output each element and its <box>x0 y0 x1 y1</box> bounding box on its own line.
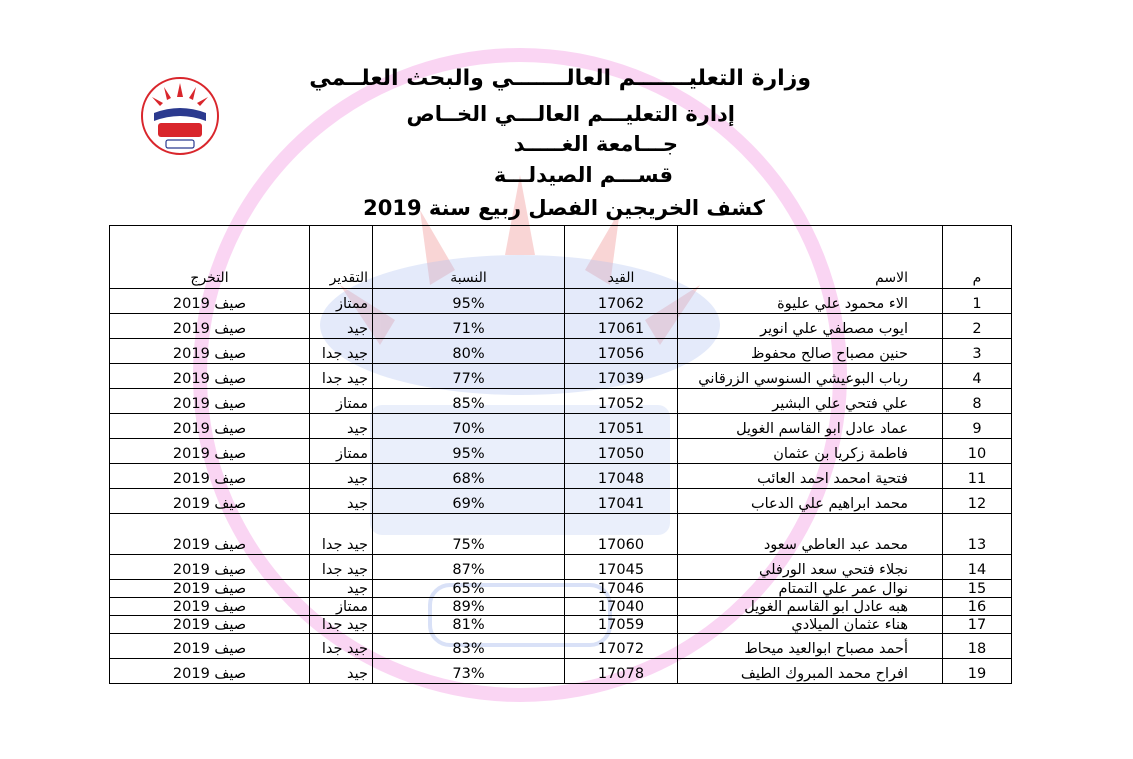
table-row <box>110 364 1012 389</box>
table-row <box>110 598 1012 616</box>
cell-name: هناء عثمان الميلادي <box>678 616 943 634</box>
cell-graduation: صيف 2019 <box>110 514 310 555</box>
cell-percent: 69% <box>373 489 565 514</box>
cell-graduation: صيف 2019 <box>110 489 310 514</box>
graduates-table <box>109 225 1012 684</box>
cell-grade: ممتاز <box>310 598 373 616</box>
cell-id: 17056 <box>565 339 678 364</box>
cell-id: 17051 <box>565 414 678 439</box>
cell-id: 17062 <box>565 289 678 314</box>
cell-grade: جيد جدا <box>310 339 373 364</box>
cell-graduation: صيف 2019 <box>110 414 310 439</box>
cell-grade: ممتاز <box>310 439 373 464</box>
cell-name: محمد ابراهيم علي الدعاب <box>678 489 943 514</box>
cell-name: افراح محمد المبروك الطيف <box>678 659 943 684</box>
cell-graduation: صيف 2019 <box>110 555 310 580</box>
cell-graduation: صيف 2019 <box>110 598 310 616</box>
cell-graduation: صيف 2019 <box>110 339 310 364</box>
cell-grade: جيد <box>310 314 373 339</box>
cell-num: 9 <box>943 414 1012 439</box>
university-logo <box>136 75 224 157</box>
cell-num: 11 <box>943 464 1012 489</box>
ministry-title: وزارة التعليـــــــم العالـــــــي والبحث العلــمي <box>309 66 811 91</box>
cell-name: أحمد مصباح ابوالعيد ميحاط <box>678 634 943 659</box>
cell-percent: 65% <box>373 580 565 598</box>
cell-percent: 95% <box>373 439 565 464</box>
table-row <box>110 389 1012 414</box>
cell-num: 17 <box>943 616 1012 634</box>
cell-num: 15 <box>943 580 1012 598</box>
cell-grade: ممتاز <box>310 389 373 414</box>
cell-id: 17050 <box>565 439 678 464</box>
cell-name: نجلاء فتحي سعد الورفلي <box>678 555 943 580</box>
cell-grade: ممتاز <box>310 289 373 314</box>
cell-name: رباب البوعيشي السنوسي الزرقاني <box>678 364 943 389</box>
cell-percent: 83% <box>373 634 565 659</box>
cell-graduation: صيف 2019 <box>110 464 310 489</box>
cell-grade: جيد جدا <box>310 616 373 634</box>
table-row <box>110 489 1012 514</box>
table-row <box>110 634 1012 659</box>
cell-grade: جيد جدا <box>310 364 373 389</box>
table-row <box>110 289 1012 314</box>
cell-graduation: صيف 2019 <box>110 364 310 389</box>
cell-grade: جيد <box>310 464 373 489</box>
cell-percent: 73% <box>373 659 565 684</box>
cell-graduation: صيف 2019 <box>110 439 310 464</box>
table-row <box>110 580 1012 598</box>
header-percent: النسبة <box>373 226 565 289</box>
cell-num: 3 <box>943 339 1012 364</box>
cell-percent: 71% <box>373 314 565 339</box>
cell-percent: 75% <box>373 514 565 555</box>
cell-id: 17072 <box>565 634 678 659</box>
table-row <box>110 616 1012 634</box>
cell-name: فتحية امحمد احمد العائب <box>678 464 943 489</box>
cell-percent: 81% <box>373 616 565 634</box>
cell-id: 17048 <box>565 464 678 489</box>
cell-id: 17045 <box>565 555 678 580</box>
cell-id: 17059 <box>565 616 678 634</box>
header-name: الاسم <box>678 226 943 289</box>
university-name: جـــامعة الغـــــد <box>513 132 678 156</box>
table-header-row <box>110 226 1012 289</box>
cell-name: هبه عادل ابو القاسم الغويل <box>678 598 943 616</box>
cell-grade: جيد <box>310 489 373 514</box>
cell-graduation: صيف 2019 <box>110 389 310 414</box>
cell-num: 14 <box>943 555 1012 580</box>
cell-name: محمد عبد العاطي سعود <box>678 514 943 555</box>
cell-graduation: صيف 2019 <box>110 616 310 634</box>
table-row <box>110 555 1012 580</box>
cell-grade: جيد <box>310 580 373 598</box>
cell-id: 17060 <box>565 514 678 555</box>
table-row <box>110 414 1012 439</box>
cell-id: 17041 <box>565 489 678 514</box>
cell-num: 19 <box>943 659 1012 684</box>
cell-name: حنين مصباح صالح محفوظ <box>678 339 943 364</box>
table-row <box>110 659 1012 684</box>
cell-grade: جيد جدا <box>310 514 373 555</box>
cell-name: فاطمة زكريا بن عثمان <box>678 439 943 464</box>
cell-percent: 89% <box>373 598 565 616</box>
document-title: كشف الخريجين الفصل ربيع سنة 2019 <box>363 196 765 220</box>
cell-name: الاء محمود علي عليوة <box>678 289 943 314</box>
cell-num: 16 <box>943 598 1012 616</box>
cell-graduation: صيف 2019 <box>110 580 310 598</box>
cell-id: 17078 <box>565 659 678 684</box>
cell-percent: 85% <box>373 389 565 414</box>
cell-num: 12 <box>943 489 1012 514</box>
header-graduation: التخرج <box>110 226 310 289</box>
cell-grade: جيد <box>310 414 373 439</box>
table-row <box>110 439 1012 464</box>
cell-percent: 77% <box>373 364 565 389</box>
cell-graduation: صيف 2019 <box>110 289 310 314</box>
cell-id: 17046 <box>565 580 678 598</box>
cell-num: 10 <box>943 439 1012 464</box>
cell-id: 17052 <box>565 389 678 414</box>
table-row <box>110 464 1012 489</box>
header-id: القيد <box>565 226 678 289</box>
department-title: إدارة التعليـــم العالـــي الخــاص <box>406 102 735 126</box>
cell-percent: 68% <box>373 464 565 489</box>
cell-id: 17039 <box>565 364 678 389</box>
cell-graduation: صيف 2019 <box>110 659 310 684</box>
cell-percent: 70% <box>373 414 565 439</box>
header-grade: التقدير <box>310 226 373 289</box>
cell-num: 1 <box>943 289 1012 314</box>
cell-num: 2 <box>943 314 1012 339</box>
cell-percent: 95% <box>373 289 565 314</box>
faculty-name: قســـم الصيدلـــة <box>493 163 673 187</box>
cell-id: 17061 <box>565 314 678 339</box>
cell-name: نوال عمر علي التمتام <box>678 580 943 598</box>
cell-name: علي فتحي علي البشير <box>678 389 943 414</box>
table-row <box>110 314 1012 339</box>
table-row <box>110 514 1012 555</box>
cell-num: 4 <box>943 364 1012 389</box>
cell-grade: جيد <box>310 659 373 684</box>
header-num: م <box>943 226 1012 289</box>
cell-percent: 80% <box>373 339 565 364</box>
cell-name: ايوب مصطفي علي انوير <box>678 314 943 339</box>
cell-grade: جيد جدا <box>310 555 373 580</box>
cell-graduation: صيف 2019 <box>110 314 310 339</box>
cell-id: 17040 <box>565 598 678 616</box>
cell-graduation: صيف 2019 <box>110 634 310 659</box>
cell-grade: جيد جدا <box>310 634 373 659</box>
cell-name: عماد عادل ابو القاسم الغويل <box>678 414 943 439</box>
cell-num: 8 <box>943 389 1012 414</box>
cell-percent: 87% <box>373 555 565 580</box>
cell-num: 13 <box>943 514 1012 555</box>
table-row <box>110 339 1012 364</box>
cell-num: 18 <box>943 634 1012 659</box>
